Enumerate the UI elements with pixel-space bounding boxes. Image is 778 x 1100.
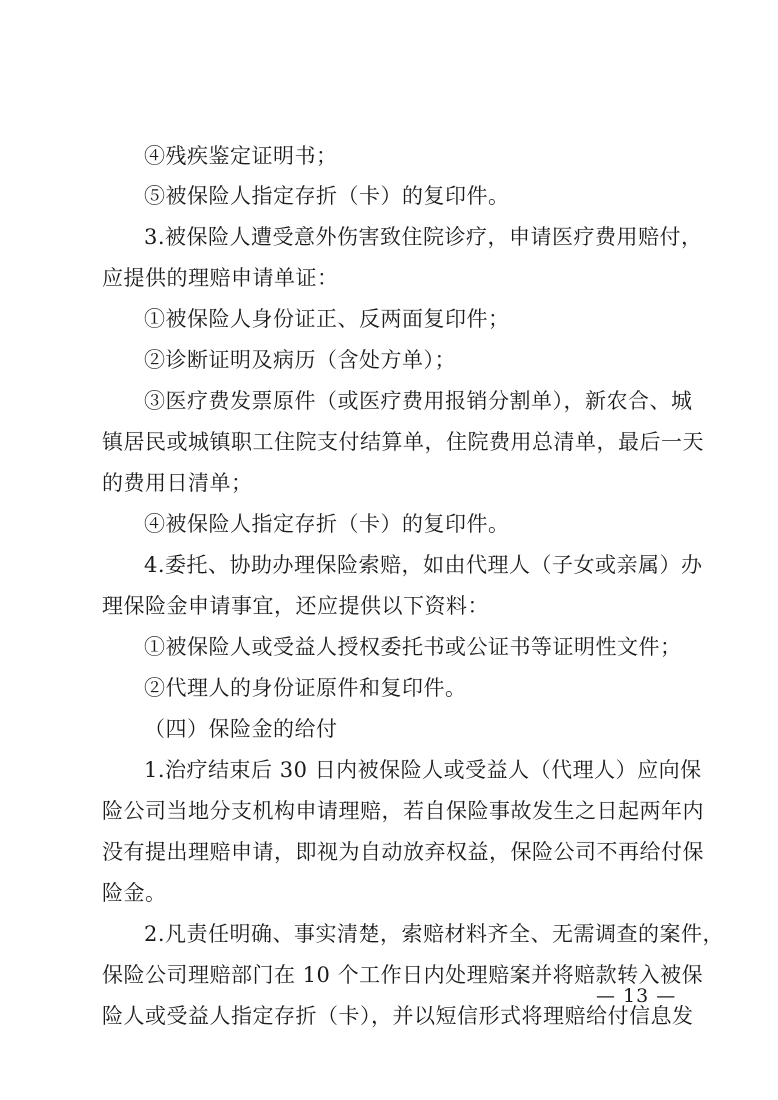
text-line: ④残疾鉴定证明书；	[144, 144, 338, 168]
text-line: ①被保险人身份证正、反两面复印件；	[144, 307, 510, 331]
text-line: ①被保险人或受益人授权委托书或公证书等证明性文件；	[144, 635, 682, 659]
text-line: ③医疗费发票原件（或医疗费用报销分割单），新农合、城	[144, 389, 693, 413]
text-line: 4.委托、协助办理保险索赔，如由代理人（子女或亲属）办	[144, 553, 703, 577]
text-line: 2.凡责任明确、事实清楚，索赔材料齐全、无需调查的案件，	[144, 922, 725, 946]
text-line: 3.被保险人遭受意外伤害致住院诊疗，申请医疗费用赔付，	[144, 225, 703, 249]
text-line: 险金。	[102, 881, 167, 905]
section-heading: （四）保险金的给付	[144, 717, 338, 741]
text-line: ⑤被保险人指定存折（卡）的复印件。	[144, 184, 510, 208]
text-line: 险公司当地分支机构申请理赔，若自保险事故发生之日起两年内	[102, 799, 704, 823]
text-line: 应提供的理赔申请单证：	[102, 266, 339, 290]
text-line: 没有提出理赔申请，即视为自动放弃权益，保险公司不再给付保	[102, 840, 704, 864]
text-line: 险人或受益人指定存折（卡），并以短信形式将理赔给付信息发	[102, 1004, 694, 1028]
text-line: ④被保险人指定存折（卡）的复印件。	[144, 512, 510, 536]
text-line: 1.治疗结束后 30 日内被保险人或受益人（代理人）应向保	[144, 758, 702, 782]
text-line: ②代理人的身份证原件和复印件。	[144, 676, 467, 700]
text-line: 镇居民或城镇职工住院支付结算单，住院费用总清单，最后一天	[102, 430, 704, 454]
text-line: 理保险金申请事宜，还应提供以下资料：	[102, 594, 489, 618]
text-line: ②诊断证明及病历（含处方单）；	[144, 348, 456, 372]
page-number: — 13 —	[596, 985, 677, 1007]
text-line: 保险公司理赔部门在 10 个工作日内处理赔案并将赔款转入被保	[102, 963, 704, 987]
text-line: 的费用日清单；	[102, 471, 253, 495]
